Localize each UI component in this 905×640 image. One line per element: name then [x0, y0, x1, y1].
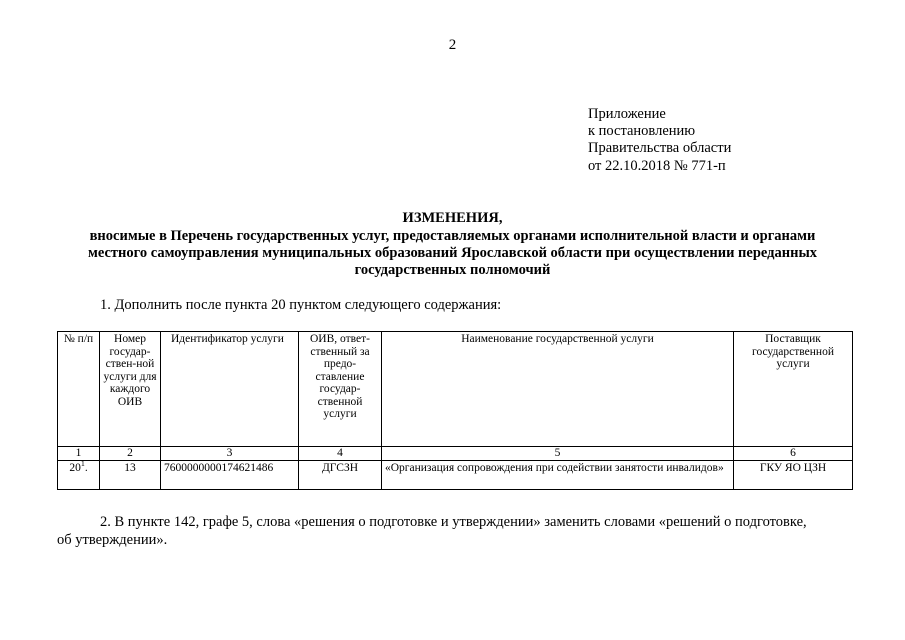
item-2-line-1: 2. В пункте 142, графе 5, слова «решения о подготовке и утверждении» заменить словами «решений о подготовке,	[100, 514, 807, 530]
heading-title: ИЗМЕНЕНИЯ,	[402, 210, 503, 226]
appendix-line-2: к постановлению	[588, 123, 696, 139]
appendix-line-1: Приложение	[588, 106, 666, 122]
page-number: 2	[448, 37, 457, 53]
column-number: 6	[734, 447, 853, 461]
row-num-superscript: 1	[80, 458, 85, 468]
row-service-name: «Организация сопровождения при содействии занятости инвалидов»	[382, 460, 734, 489]
header-cell-identifier: Идентификатор услуги	[161, 332, 299, 447]
heading-line-1: вносимые в Перечень государственных услуг, предоставляемых органами исполнительной власти и органами	[89, 228, 816, 244]
header-cell-service-number: Номер государ-ствен-ной услуги для каждого ОИВ	[100, 332, 161, 447]
item-1-text: 1. Дополнить после пункта 20 пунктом следующего содержания:	[100, 297, 502, 313]
heading-line-3: государственных полномочий	[354, 262, 551, 278]
header-cell-oiv: ОИВ, ответ-ственный за предо-ставление государ-ственной услуги	[299, 332, 382, 447]
table-column-number-row	[58, 447, 853, 461]
row-identifier: 7600000000174621486	[161, 460, 299, 489]
appendix-line-4: от 22.10.2018 № 771-п	[588, 158, 726, 174]
services-table	[57, 331, 853, 490]
column-number: 2	[100, 447, 161, 461]
heading-line-2: местного самоуправления муниципальных образований Ярославской области при осуществлении переданных	[87, 245, 818, 261]
table-header-row	[58, 332, 853, 447]
row-num-cell	[58, 460, 100, 489]
item-2-line-2: об утверждении».	[57, 532, 168, 548]
row-service-number: 13	[100, 460, 161, 489]
row-num-suffix: .	[84, 461, 88, 474]
column-number: 1	[58, 447, 100, 461]
row-oiv: ДГСЗН	[299, 460, 382, 489]
row-num: 20	[69, 461, 81, 474]
header-cell-provider: Поставщик государственной услуги	[734, 332, 853, 447]
column-number: 4	[299, 447, 382, 461]
column-number: 5	[382, 447, 734, 461]
header-cell-service-name: Наименование государственной услуги	[382, 332, 734, 447]
appendix-line-3: Правительства области	[588, 140, 732, 156]
row-provider: ГКУ ЯО ЦЗН	[734, 460, 853, 489]
column-number: 3	[161, 447, 299, 461]
table-row	[58, 460, 853, 489]
header-cell-num: № п/п	[58, 332, 100, 447]
